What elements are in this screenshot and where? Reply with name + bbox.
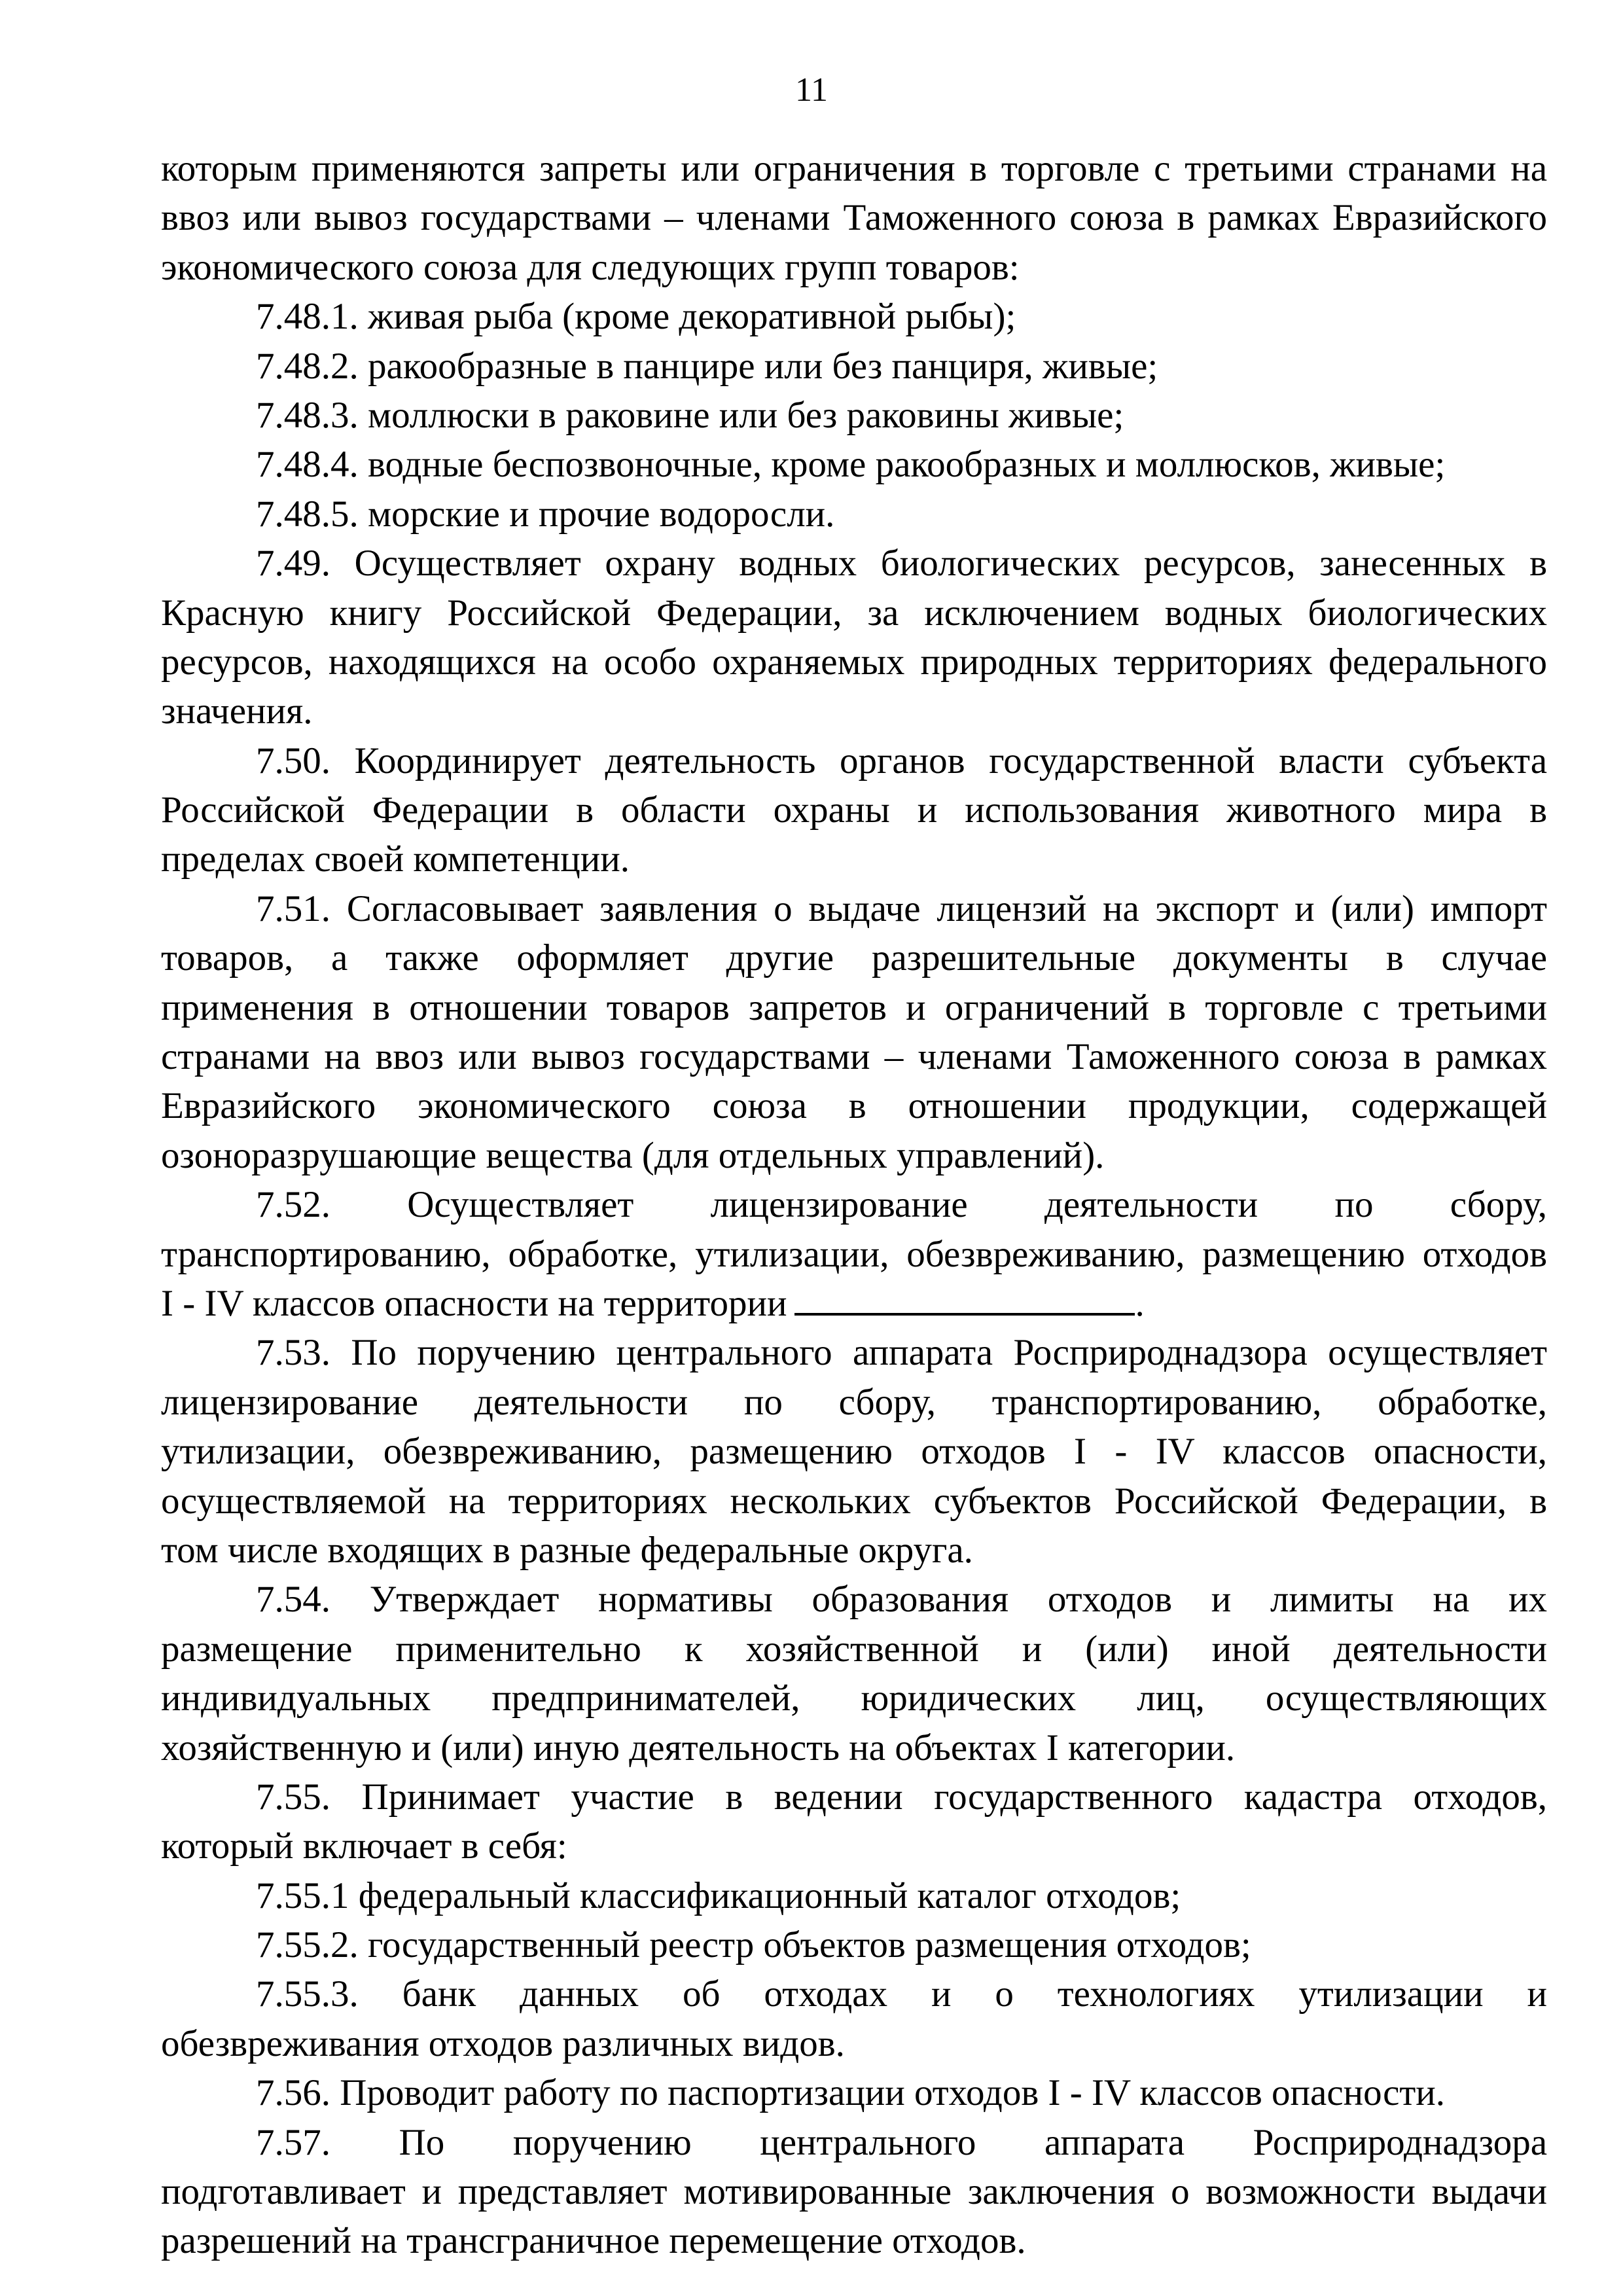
line-text: I - IV классов опасности на территории (161, 1282, 787, 1324)
paragraph (161, 539, 1547, 736)
text-line (161, 687, 1547, 736)
text-line (161, 1378, 1547, 1427)
line-text: 7.55. Принимает участие в ведении государственного кадастра отходов, (256, 1776, 1547, 1818)
paragraph (161, 1180, 1547, 1328)
text-line (161, 243, 1547, 292)
text-line (161, 1674, 1547, 1723)
text-line (161, 2167, 1547, 2216)
text-line (161, 193, 1547, 242)
line-text: 7.56. Проводит работу по паспортизации отходов I - IV классов опасности. (256, 2072, 1446, 2114)
line-text: обезвреживания отходов различных видов. (161, 2022, 845, 2064)
paragraph (161, 1871, 1547, 1920)
document-body (161, 144, 1547, 2266)
line-text: товаров, а также оформляет другие разрешительные документы в случае (161, 937, 1547, 979)
text-line (161, 391, 1547, 440)
paragraph (161, 736, 1547, 884)
text-line (161, 490, 1547, 539)
text-line (161, 292, 1547, 341)
paragraph (161, 342, 1547, 391)
text-line (161, 1920, 1547, 1969)
text-line (161, 1575, 1547, 1624)
line-text: 7.48.1. живая рыба (кроме декоративной рыбы); (256, 296, 1016, 338)
paragraph (161, 440, 1547, 489)
line-text: 7.49. Осуществляет охрану водных биологических ресурсов, занесенных в (256, 543, 1547, 584)
line-text: применения в отношении товаров запретов и ограничений в торговле с третьими (161, 986, 1547, 1028)
line-text: хозяйственную и (или) иную деятельность на объектах I категории. (161, 1727, 1236, 1768)
text-line (161, 637, 1547, 687)
text-line (161, 983, 1547, 1032)
line-text: 7.53. По поручению центрального аппарата Росприроднадзора осуществляет (256, 1332, 1547, 1374)
text-line (161, 1131, 1547, 1180)
text-line (161, 1624, 1547, 1674)
line-text: который включает в себя: (161, 1825, 567, 1867)
text-line (161, 1526, 1547, 1575)
line-text: том числе входящих в разные федеральные округа. (161, 1529, 973, 1571)
paragraph (161, 1772, 1547, 1871)
line-text: индивидуальных предпринимателей, юридических лиц, осуществляющих (161, 1677, 1547, 1719)
text-line (161, 1871, 1547, 1920)
text-line (161, 1032, 1547, 1081)
text-line (161, 933, 1547, 982)
text-line (161, 736, 1547, 785)
line-text: 7.57. По поручению центрального аппарата Росприроднадзора (256, 2121, 1547, 2163)
text-line (161, 884, 1547, 933)
line-text: экономического союза для следующих групп товаров: (161, 246, 1020, 288)
text-line (161, 1279, 1547, 1328)
text-line (161, 588, 1547, 637)
text-line (161, 144, 1547, 193)
text-line (161, 342, 1547, 391)
paragraph (161, 2118, 1547, 2266)
line-text: странами на ввоз или вывоз государствами – членами Таможенного союза в рамках (161, 1036, 1547, 1078)
line-text: озоноразрушающие вещества (для отдельных управлений). (161, 1134, 1105, 1176)
paragraph (161, 292, 1547, 341)
blank-suffix: . (1135, 1282, 1145, 1324)
paragraph (161, 1969, 1547, 2068)
text-line (161, 834, 1547, 884)
line-text: лицензирование деятельности по сбору, транспортированию, обработке, (161, 1381, 1547, 1423)
text-line (161, 1477, 1547, 1526)
text-line (161, 1772, 1547, 1821)
line-text: транспортированию, обработке, утилизации, обезвреживанию, размещению отходов (161, 1233, 1547, 1275)
paragraph (161, 2068, 1547, 2117)
text-line (161, 1328, 1547, 1377)
line-text: 7.48.4. водные беспозвоночные, кроме ракообразных и моллюсков, живые; (256, 444, 1446, 486)
text-line (161, 1081, 1547, 1130)
text-line (161, 2118, 1547, 2167)
text-line (161, 440, 1547, 489)
line-text: 7.55.2. государственный реестр объектов размещения отходов; (256, 1924, 1251, 1966)
line-text: 7.48.3. моллюски в раковине или без раковины живые; (256, 394, 1124, 436)
line-text: 7.54. Утверждает нормативы образования отходов и лимиты на их (256, 1579, 1547, 1621)
paragraph (161, 391, 1547, 440)
line-text: осуществляемой на территориях нескольких субъектов Российской Федерации, в (161, 1480, 1547, 1522)
line-text: значения. (161, 691, 313, 732)
line-text: разрешений на трансграничное перемещение отходов. (161, 2220, 1026, 2262)
text-line (161, 1230, 1547, 1279)
line-text: размещение применительно к хозяйственной и (или) иной деятельности (161, 1628, 1547, 1670)
text-line (161, 785, 1547, 834)
text-line (161, 1427, 1547, 1476)
line-text: Российской Федерации в области охраны и использования животного мира в (161, 789, 1547, 831)
text-line (161, 2019, 1547, 2068)
paragraph (161, 144, 1547, 292)
paragraph (161, 1575, 1547, 1772)
text-line (161, 539, 1547, 588)
text-line (161, 1723, 1547, 1772)
text-line (161, 1180, 1547, 1229)
paragraph (161, 884, 1547, 1180)
line-text: Евразийского экономического союза в отношении продукции, содержащей (161, 1085, 1547, 1127)
paragraph (161, 1920, 1547, 1969)
line-text: ресурсов, находящихся на особо охраняемых природных территориях федерального (161, 641, 1547, 683)
line-text: 7.55.1 федеральный классификационный каталог отходов; (256, 1874, 1181, 1916)
line-text: ввоз или вывоз государствами – членами Таможенного союза в рамках Евразийского (161, 197, 1547, 239)
line-text: 7.48.5. морские и прочие водоросли. (256, 493, 835, 535)
text-line (161, 2216, 1547, 2265)
line-text: утилизации, обезвреживанию, размещению отходов I - IV классов опасности, (161, 1431, 1547, 1473)
line-text: 7.52. Осуществляет лицензирование деятельности по сбору, (256, 1184, 1547, 1226)
paragraph (161, 490, 1547, 539)
text-line (161, 1969, 1547, 2018)
paragraph (161, 1328, 1547, 1575)
line-text: 7.50. Координирует деятельность органов государственной власти субъекта (256, 740, 1547, 781)
text-line (161, 1821, 1547, 1871)
line-text: Красную книгу Российской Федерации, за исключением водных биологических (161, 592, 1547, 634)
text-line (161, 2068, 1547, 2117)
line-text: 7.48.2. ракообразные в панцире или без панциря, живые; (256, 345, 1158, 387)
line-text: пределах своей компетенции. (161, 838, 630, 880)
line-text: подготавливает и представляет мотивированные заключения о возможности выдачи (161, 2171, 1547, 2213)
line-text: 7.51. Согласовывает заявления о выдаче лицензий на экспорт и (или) импорт (256, 888, 1547, 929)
page-number: 11 (794, 71, 829, 109)
line-text: которым применяются запреты или ограничения в торговле с третьими странами на (161, 148, 1547, 189)
line-text: 7.55.3. банк данных об отходах и о технологиях утилизации и (256, 1973, 1547, 2015)
fill-in-blank (794, 1279, 1135, 1316)
